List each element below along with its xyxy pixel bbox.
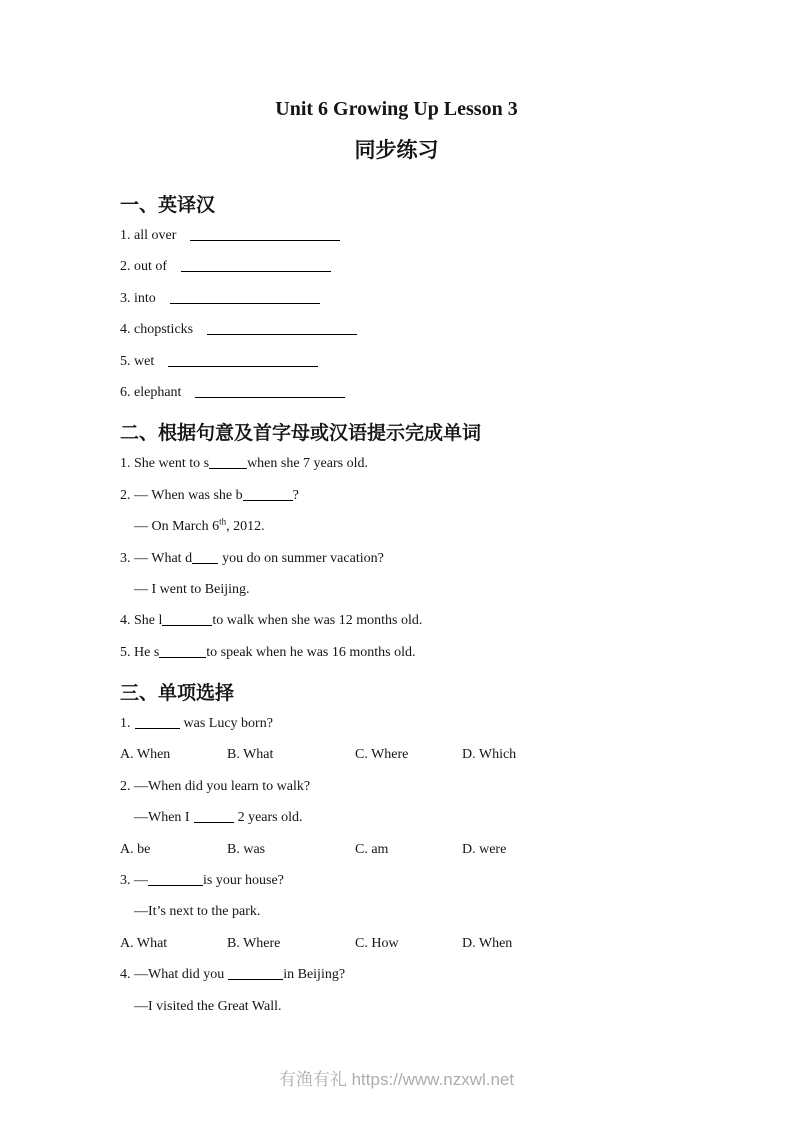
fill-blank-item-5 (120, 637, 673, 668)
translation-item-label: 6. elephant (120, 384, 182, 400)
translation-item-5 (120, 346, 673, 377)
ordinal-superscript: th (219, 516, 227, 527)
translation-item-label: 2. out of (120, 259, 168, 275)
answer-blank[interactable] (168, 353, 318, 367)
mc-option-b[interactable]: B. Where (227, 935, 281, 951)
doc-title: Unit 6 Growing Up Lesson 3 (275, 98, 518, 120)
answer-blank[interactable] (159, 644, 206, 658)
mc-question-2-reply (120, 802, 673, 833)
doc-subtitle: 同步练习 (354, 139, 439, 162)
mc-option-a[interactable]: A. When (120, 747, 171, 763)
answer-blank[interactable] (194, 809, 234, 823)
mc-option-c[interactable]: C. Where (355, 747, 409, 763)
mc-option-d[interactable]: D. Which (462, 747, 517, 763)
answer-blank[interactable] (170, 290, 320, 304)
fill-blank-item-3-reply (120, 574, 673, 605)
answer-blank[interactable] (207, 321, 357, 335)
translation-item-label: 3. into (120, 290, 156, 306)
answer-blank[interactable] (209, 455, 247, 469)
answer-blank[interactable] (135, 715, 180, 729)
translation-item-1 (120, 220, 673, 251)
answer-blank[interactable] (228, 966, 283, 980)
section-3-heading: 三、单项选择 (120, 683, 235, 705)
sentence-post: to speak when he was 16 months old. (206, 644, 416, 660)
answer-blank[interactable] (148, 872, 203, 886)
translation-item-4 (120, 314, 673, 345)
sentence-post: was Lucy born? (183, 716, 273, 732)
fill-blank-item-3 (120, 543, 673, 574)
sentence-pre: 1. She went to s (120, 456, 210, 472)
sentence-text: —I visited the Great Wall. (134, 998, 282, 1014)
translation-item-label: 4. chopsticks (120, 322, 194, 338)
fill-blank-item-2-reply (120, 511, 673, 542)
sentence-text: —It’s next to the park. (134, 904, 261, 920)
sentence-text: — I went to Beijing. (134, 581, 250, 597)
footer-watermark: 有渔有礼 https://www.nzxwl.net (278, 1070, 515, 1089)
sentence-post: when she 7 years old. (247, 456, 368, 472)
sentence-pre: 4. —What did you (120, 967, 225, 983)
mc-question-2-options (120, 834, 673, 865)
sentence-pre: 2. — When was she b (120, 487, 243, 503)
translation-item-label: 1. all over (120, 228, 177, 243)
mc-question-4-reply (120, 991, 673, 1022)
sentence-pre: 4. She l (120, 613, 163, 629)
fill-blank-item-1 (120, 448, 673, 479)
mc-option-c[interactable]: C. am (355, 841, 389, 857)
mc-option-b[interactable]: B. was (227, 841, 266, 857)
answer-blank[interactable] (162, 612, 212, 626)
answer-blank[interactable] (243, 487, 293, 501)
mc-option-a[interactable]: A. be (120, 841, 151, 857)
mc-question-3-reply (120, 896, 673, 927)
mc-option-a[interactable]: A. What (120, 935, 168, 951)
answer-blank[interactable] (181, 258, 331, 272)
mc-question-1-options (120, 739, 673, 770)
section-1-heading: 一、英译汉 (120, 195, 216, 216)
translation-item-2 (120, 251, 673, 282)
sentence-pre: —When I (134, 810, 190, 826)
answer-blank[interactable] (195, 384, 345, 398)
sentence-pre: — On March 6 (134, 519, 220, 535)
fill-blank-item-4 (120, 605, 673, 636)
mc-option-d[interactable]: D. were (462, 841, 507, 857)
sentence-post: , 2012. (226, 519, 265, 535)
translation-item-label: 5. wet (120, 353, 155, 369)
sentence-text: 2. —When did you learn to walk? (120, 778, 311, 794)
sentence-post: 2 years old. (237, 810, 303, 826)
translation-item-6 (120, 377, 673, 408)
mc-option-d[interactable]: D. When (462, 935, 513, 951)
sentence-post: to walk when she was 12 months old. (212, 613, 423, 629)
mc-option-b[interactable]: B. What (227, 747, 274, 763)
mc-question-1-stem (120, 708, 673, 739)
sentence-pre: 5. He s (120, 644, 160, 660)
sentence-pre: 3. — What d (120, 550, 193, 566)
sentence-pre: 3. — (120, 873, 148, 889)
sentence-post: is your house? (203, 873, 284, 889)
answer-blank[interactable] (192, 550, 218, 564)
sentence-post: you do on summer vacation? (222, 550, 384, 566)
mc-question-2-stem (120, 771, 673, 802)
sentence-post: in Beijing? (283, 967, 346, 983)
translation-item-3 (120, 283, 673, 314)
mc-question-3-stem (120, 865, 673, 896)
mc-question-3-options (120, 928, 673, 959)
mc-option-c[interactable]: C. How (355, 935, 399, 951)
answer-blank[interactable] (190, 227, 340, 241)
mc-question-4-stem (120, 959, 673, 990)
fill-blank-item-2 (120, 480, 673, 511)
section-2-heading: 二、根据句意及首字母或汉语提示完成单词 (120, 423, 482, 445)
sentence-pre: 1. (120, 716, 131, 732)
sentence-post: ? (292, 487, 299, 503)
